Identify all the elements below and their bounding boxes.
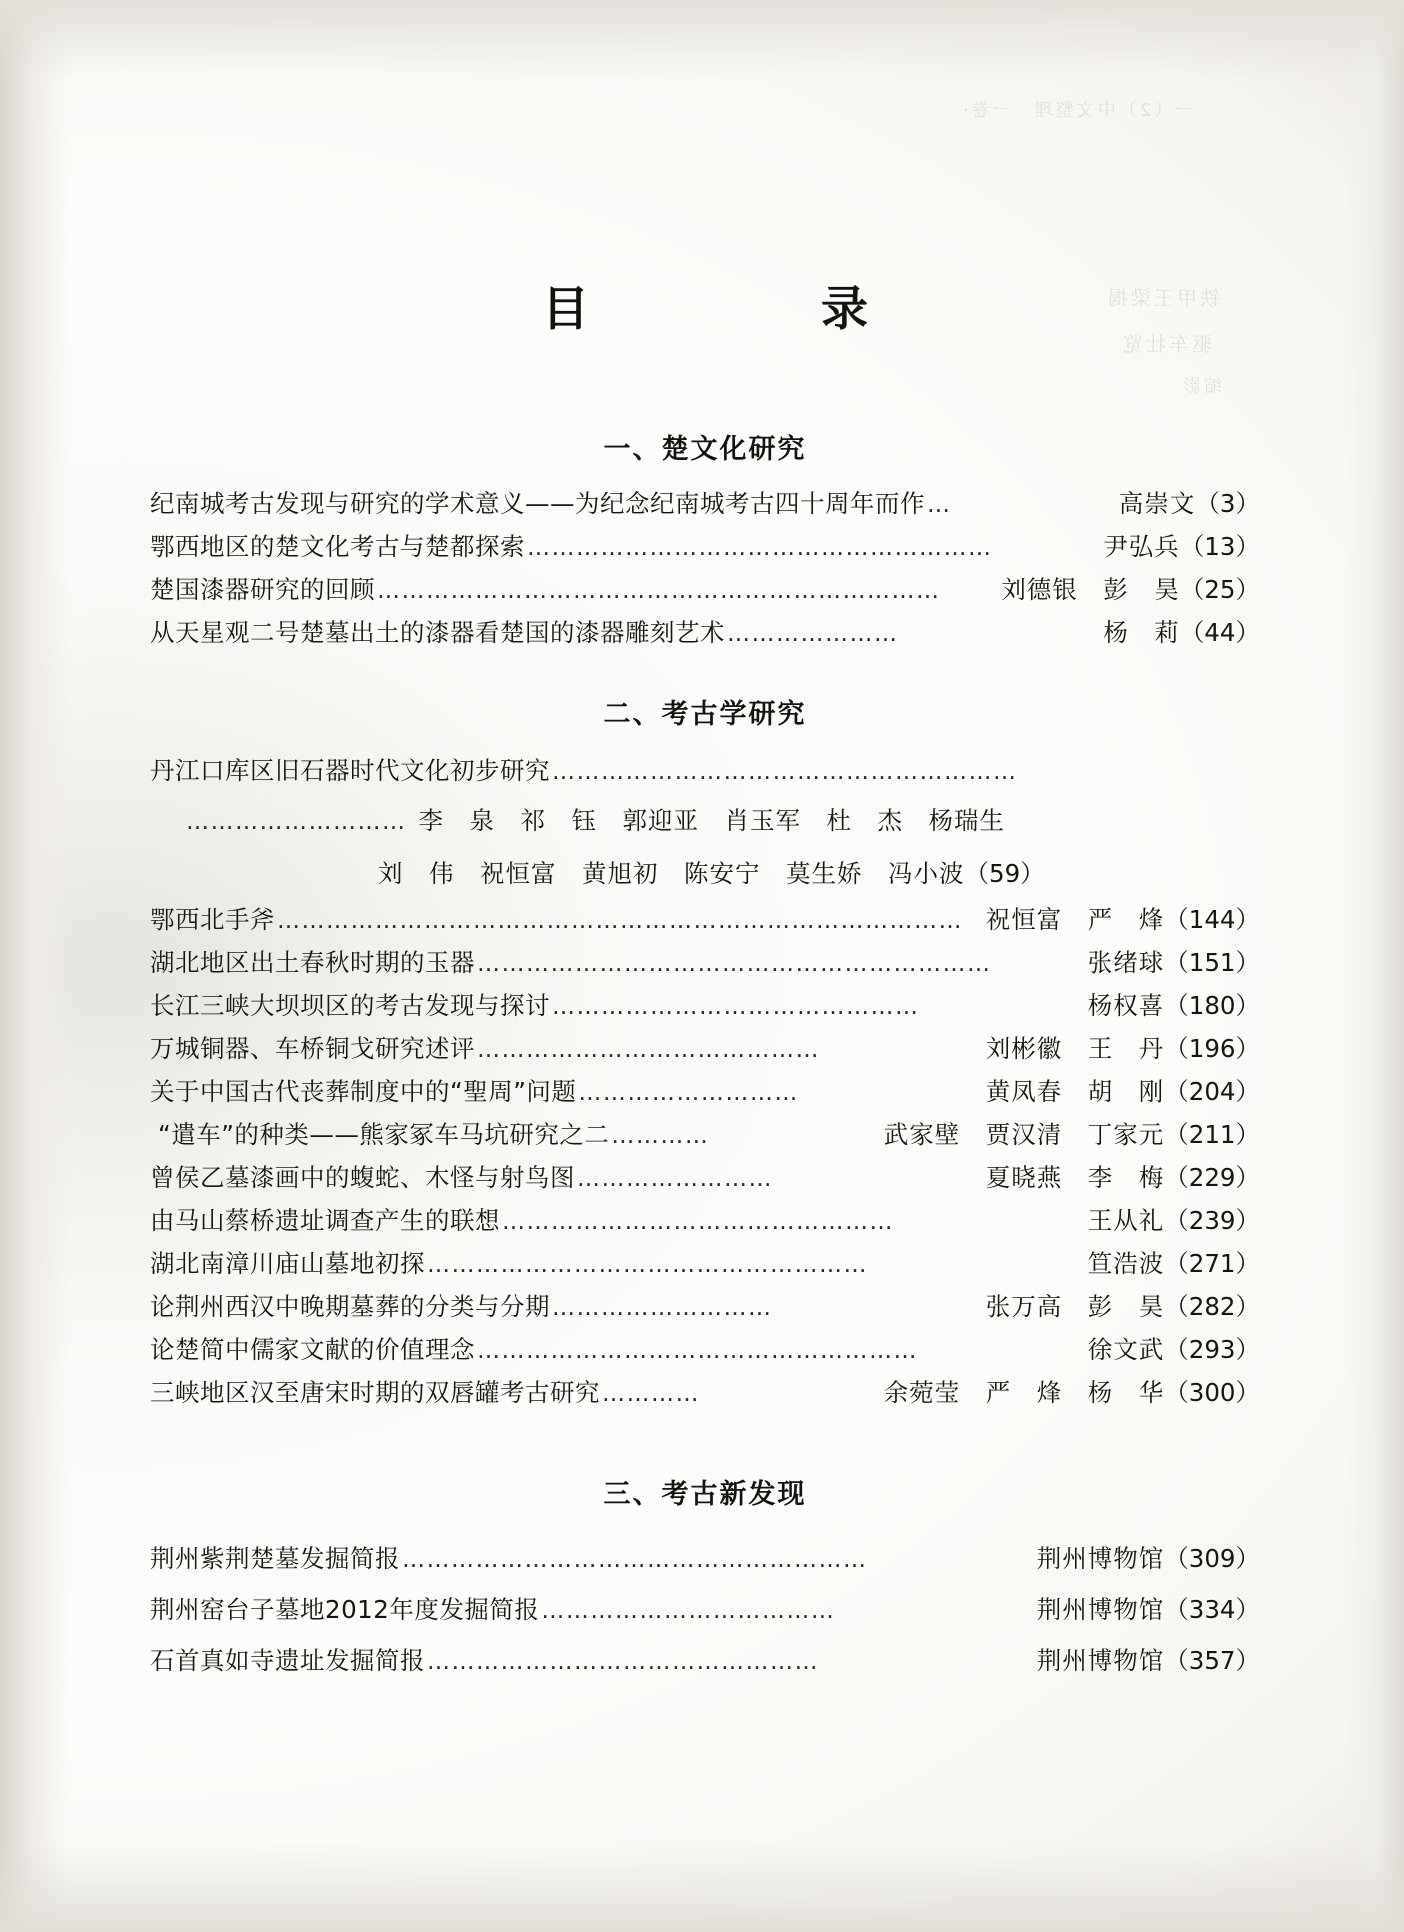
toc-leader-dots: ………………………………………………………………………… [277, 910, 963, 933]
toc-entry[interactable] [150, 489, 1260, 518]
toc-entry[interactable] [150, 1206, 1260, 1235]
toc-entry[interactable] [150, 1335, 1260, 1364]
toc-entry[interactable] [150, 1120, 1260, 1149]
toc-leader-dots: ……………………………………… [552, 996, 920, 1019]
toc-entry-title: 长江三峡大坝坝区的考古发现与探讨 [150, 991, 550, 1020]
page-edge-shadow-left [0, 0, 70, 1932]
toc-entry-page: （59） [964, 859, 1045, 888]
toc-entry-list-3 [150, 1544, 1260, 1675]
toc-entry[interactable] [150, 905, 1260, 934]
toc-entry-title: 万城铜器、车桥铜戈研究述评 [150, 1034, 475, 1063]
toc-entry-title: 从天星观二号楚墓出土的漆器看楚国的漆器雕刻艺术 [150, 618, 725, 647]
toc-entry-page: （357） [1164, 1646, 1260, 1675]
toc-leader-dots: …………………… [577, 1168, 773, 1191]
toc-leader-dots: ………………………………………………… [552, 761, 1018, 784]
toc-entry[interactable] [150, 1163, 1260, 1192]
toc-entry-page: （282） [1164, 1292, 1260, 1321]
toc-entry-page: （300） [1164, 1378, 1260, 1407]
toc-leader-dots: …………………………………… [477, 1039, 820, 1062]
table-of-contents [150, 0, 1260, 1932]
toc-entry-authors: 李 泉 祁 钰 郭迎亚 肖玉军 杜 杰 杨瑞生 [418, 806, 1005, 835]
toc-entry[interactable] [150, 532, 1260, 561]
toc-entry-title: 论楚简中儒家文献的价值理念 [150, 1335, 475, 1364]
section-heading-3: 三、考古新发现 [603, 1479, 807, 1510]
toc-entry-authors: 尹弘兵 [1103, 532, 1180, 561]
toc-entry-title: 关于中国古代丧葬制度中的“聖周”问题 [150, 1077, 577, 1106]
toc-entry-page: （196） [1164, 1034, 1260, 1063]
toc-entry-authors: 笪浩波 [1087, 1249, 1165, 1278]
toc-entry-page: （3） [1195, 489, 1260, 518]
toc-leader-dots: ………… [602, 1383, 700, 1406]
toc-entry[interactable] [150, 1292, 1260, 1321]
toc-entry-authors: 武家壁 贾汉清 丁家元 [883, 1120, 1165, 1149]
toc-entry-title: 丹江口库区旧石器时代文化初步研究 [150, 756, 550, 785]
toc-entry-authors: 张绪球 [1087, 948, 1165, 977]
toc-entry-authors: 刘 伟 祝恒富 黄旭初 陈安宁 莫生娇 冯小波 [378, 859, 965, 888]
page-title: 目 录 [542, 282, 914, 337]
toc-entry-title: 论荆州西汉中晚期墓葬的分类与分期 [150, 1292, 550, 1321]
toc-leader-dots: ……………………… [578, 1082, 799, 1105]
toc-entry-page: （309） [1164, 1544, 1260, 1573]
toc-entry-title: 湖北南漳川庙山墓地初探 [150, 1249, 425, 1278]
toc-entry-title: 鄂西北手斧 [150, 905, 275, 934]
toc-entry[interactable] [150, 1378, 1260, 1407]
toc-entry-authors: 张万高 彭 昊 [985, 1292, 1165, 1321]
toc-entry-continuation [150, 855, 1260, 890]
toc-entry-title: 由马山蔡桥遗址调查产生的联想 [150, 1206, 500, 1235]
show-through-text: 铁甲王梁揭 [1105, 286, 1220, 310]
toc-leader-dots: …………………………………………………………… [377, 580, 941, 603]
toc-entry-page: （25） [1179, 575, 1260, 604]
toc-entry[interactable] [150, 1077, 1260, 1106]
toc-entry[interactable] [150, 756, 1260, 785]
show-through-text: 驱车壮览 [1120, 332, 1212, 356]
toc-entry[interactable] [150, 1544, 1260, 1573]
toc-leader-dots: … [927, 494, 952, 517]
toc-leader-dots: ……………………………………………… [477, 1340, 918, 1363]
toc-entry-authors: 高崇文 [1118, 489, 1196, 518]
toc-entry[interactable] [150, 618, 1260, 647]
toc-entry-authors: 徐文武 [1087, 1335, 1165, 1364]
toc-entry-authors: 夏晓燕 李 梅 [985, 1163, 1165, 1192]
toc-leader-dots: ……………………………… [541, 1600, 836, 1623]
section-heading-1: 一、楚文化研究 [603, 434, 807, 465]
toc-entry-title: 鄂西地区的楚文化考古与楚都探索 [150, 532, 525, 561]
toc-entry-list-2 [150, 756, 1260, 1424]
toc-entry-authors: 荆州博物馆 [1036, 1544, 1165, 1573]
toc-entry-title: 纪南城考古发现与研究的学术意义——为纪念纪南城考古四十周年而作 [150, 489, 925, 518]
toc-entry[interactable] [150, 948, 1260, 977]
show-through-text: 缩影 [1180, 376, 1222, 397]
toc-entry-list-1 [150, 489, 1260, 647]
toc-leader-dots: ………… [611, 1125, 710, 1148]
toc-entry-continuation [150, 802, 1260, 837]
toc-entry-page: （293） [1164, 1335, 1260, 1364]
toc-entry-page: （44） [1179, 618, 1260, 647]
toc-entry[interactable] [150, 991, 1260, 1020]
toc-entry-page: （239） [1164, 1206, 1260, 1235]
page-edge-shadow-right [1344, 0, 1404, 1932]
toc-entry-page: （211） [1164, 1120, 1260, 1149]
toc-entry-authors: 荆州博物馆 [1036, 1646, 1165, 1675]
toc-entry[interactable] [150, 1034, 1260, 1063]
toc-leader-dots: ……………………… [552, 1297, 773, 1320]
toc-leader-dots: ……………………… [186, 809, 407, 835]
toc-leader-dots: ………………… [727, 623, 899, 646]
toc-entry-authors: 余菀莹 严 烽 杨 华 [883, 1378, 1165, 1407]
toc-entry-authors: 祝恒富 严 烽 [985, 905, 1165, 934]
toc-entry-page: （229） [1164, 1163, 1260, 1192]
toc-entry-title: 荆州窑台子墓地2012年度发掘简报 [150, 1595, 540, 1624]
toc-entry-authors: 荆州博物馆 [1036, 1595, 1165, 1624]
toc-entry-page: （204） [1164, 1077, 1260, 1106]
toc-leader-dots: ………………………………………………… [527, 537, 993, 560]
toc-entry-authors: 杨权喜 [1087, 991, 1165, 1020]
show-through-text: 一（2）中文整理 一卷· [960, 100, 1194, 121]
toc-leader-dots: ……………………………………………………… [477, 953, 992, 976]
toc-entry-title: 曾侯乙墓漆画中的蝮蛇、木怪与射鸟图 [150, 1163, 575, 1192]
section-heading-2: 二、考古学研究 [603, 699, 807, 730]
toc-entry-page: （271） [1164, 1249, 1260, 1278]
toc-leader-dots: ……………………………………………… [427, 1254, 868, 1277]
toc-entry-title: “遣车”的种类——熊家冢车马坑研究之二 [158, 1120, 610, 1149]
toc-entry-authors: 黄凤春 胡 刚 [985, 1077, 1165, 1106]
toc-entry[interactable] [150, 1646, 1260, 1675]
toc-entry-authors: 刘彬徽 王 丹 [985, 1034, 1165, 1063]
toc-entry-title: 三峡地区汉至唐宋时期的双唇罐考古研究 [150, 1378, 600, 1407]
toc-entry-title: 石首真如寺遗址发掘简报 [150, 1646, 425, 1675]
toc-entry-page: （334） [1164, 1595, 1260, 1624]
toc-entry[interactable] [150, 1595, 1260, 1624]
toc-entry-title: 湖北地区出土春秋时期的玉器 [150, 948, 475, 977]
toc-entry-page: （13） [1179, 532, 1260, 561]
toc-leader-dots: ………………………………………………… [402, 1549, 868, 1572]
toc-entry-page: （180） [1164, 991, 1260, 1020]
toc-entry[interactable] [150, 1249, 1260, 1278]
toc-entry-authors: 刘德银 彭 昊 [1001, 575, 1180, 604]
toc-entry[interactable] [150, 575, 1260, 604]
toc-entry-page: （144） [1164, 905, 1260, 934]
toc-leader-dots: ………………………………………… [427, 1651, 819, 1674]
toc-entry-page: （151） [1164, 948, 1260, 977]
toc-entry-authors: 杨 莉 [1103, 618, 1180, 647]
toc-entry-authors: 王从礼 [1087, 1206, 1165, 1235]
toc-leader-dots: ………………………………………… [502, 1211, 894, 1234]
toc-entry-title: 荆州紫荆楚墓发掘简报 [150, 1544, 400, 1573]
toc-entry-title: 楚国漆器研究的回顾 [150, 575, 375, 604]
